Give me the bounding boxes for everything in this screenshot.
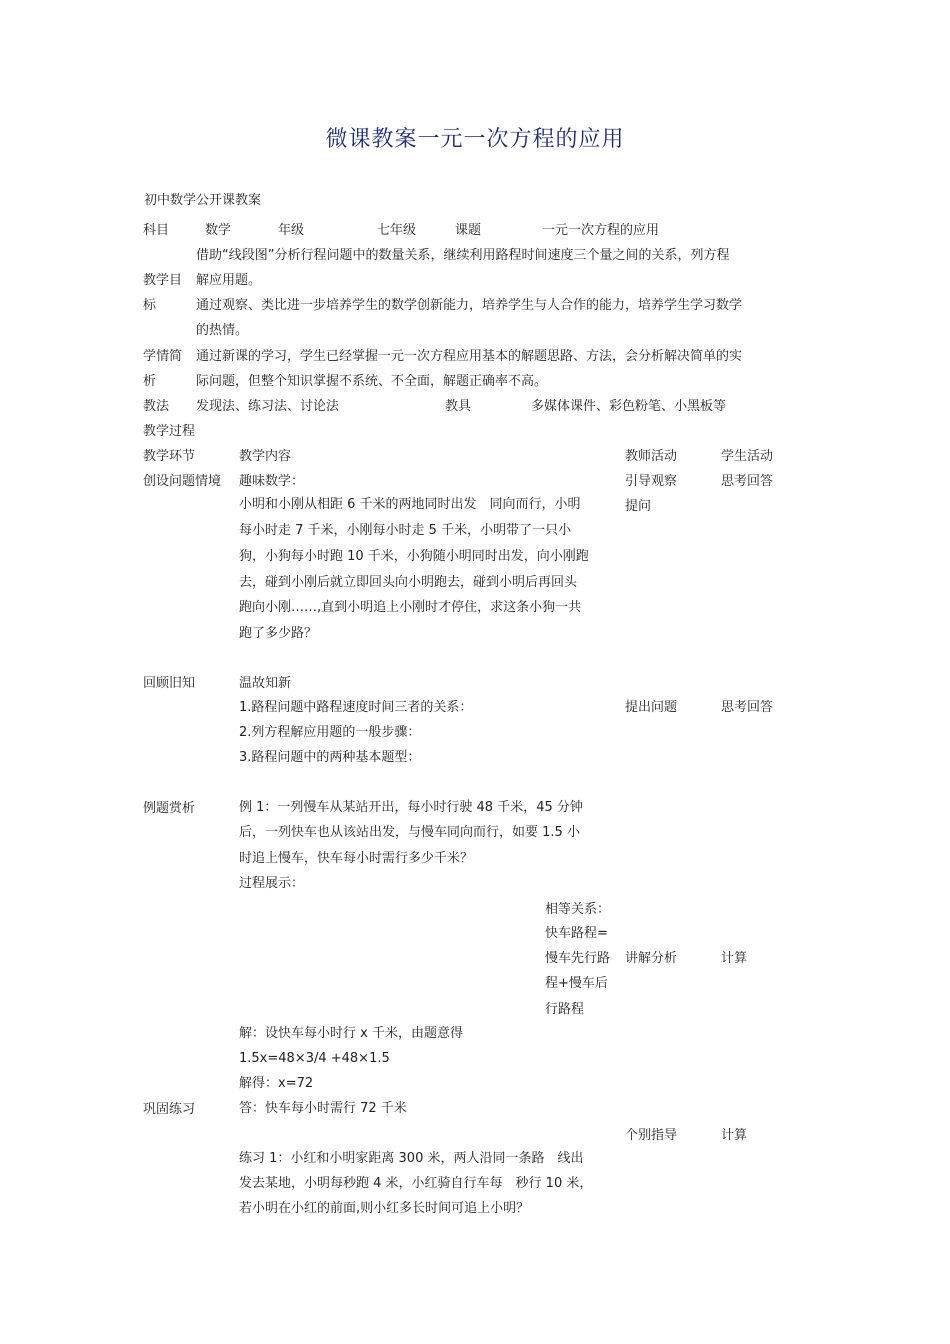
stage1-heading: 趣味数学： (239, 474, 305, 489)
tools-value: 多媒体课件、彩色粉笔、小黑板等 (531, 399, 727, 414)
relation-line: 快车路程= (545, 926, 608, 941)
stage2-line: 1.路程问题中路程速度时间三者的关系： (239, 700, 473, 715)
relation-line: 程+慢车后 (545, 976, 608, 991)
topic-value: 一元一次方程的应用 (542, 223, 660, 238)
analysis-label-line1: 学情简 (143, 349, 183, 364)
methods-value: 发现法、练习法、讨论法 (196, 399, 340, 414)
stage1-teacher-line2: 提问 (625, 499, 652, 514)
solution-line: 解得：x=72 (239, 1076, 314, 1091)
methods-label: 教法 (143, 399, 170, 414)
stage4-teacher: 个别指导 (625, 1128, 678, 1143)
grade-label: 年级 (278, 223, 305, 238)
header-content: 教学内容 (239, 449, 292, 464)
stage1-student: 思考回答 (721, 474, 774, 489)
stage1-line: 小明和小刚从相距 6 千米的两地同时出发 同向而行，小明 (239, 497, 581, 512)
grade-value: 七年级 (377, 223, 417, 238)
stage4-line: 练习 1：小红和小明家距离 300 米，两人沿同一条路 线出 (239, 1151, 584, 1166)
stage2-heading: 温故知新 (239, 676, 292, 691)
stage2-teacher: 提出问题 (625, 700, 678, 715)
tools-label: 教具 (445, 399, 472, 414)
goals-label-line1: 教学目 (143, 273, 183, 288)
solution-line: 答：快车每小时需行 72 千米 (239, 1101, 407, 1116)
goals-line: 解应用题。 (196, 273, 262, 288)
stage3-line: 过程展示： (239, 876, 305, 891)
relation-line: 慢车先行路 (545, 951, 611, 966)
stage4-line: 发去某地，小明每秒跑 4 米，小红骑自行车每 秒行 10 米， (239, 1176, 593, 1191)
stage1-line: 每小时走 7 千米，小刚每小时走 5 千米，小明带了一只小 (239, 523, 572, 538)
stage4-student: 计算 (721, 1128, 748, 1143)
header-teacher: 教师活动 (625, 449, 678, 464)
stage1-line: 跑了多少路？ (239, 626, 318, 641)
goals-line: 的热情。 (196, 323, 249, 338)
stage1-line: 跑向小刚……,直到小明追上小刚时才停住，求这条小狗一共 (239, 600, 582, 615)
solution-line: 1.5x=48×3/4 +48×1.5 (239, 1051, 390, 1066)
goals-line: 借助“线段图”分析行程问题中的数量关系，继续利用路程时间速度三个量之间的关系，列方程 (196, 248, 730, 263)
stage1-line: 狗，小狗每小时跑 10 千米，小狗随小明同时出发，向小刚跑 (239, 549, 589, 564)
stage4-line: 若小明在小红的前面,则小红多长时间可追上小明？ (239, 1201, 530, 1216)
topic-label: 课题 (455, 223, 482, 238)
stage4-name: 巩固练习 (143, 1102, 196, 1117)
stage2-name: 回顾旧知 (143, 676, 196, 691)
goals-label-line2: 标 (143, 298, 157, 313)
page-title: 微课教案一元一次方程的应用 (325, 127, 625, 152)
header-student: 学生活动 (721, 449, 774, 464)
stage2-line: 3.路程问题中的两种基本题型： (239, 750, 421, 765)
subject-value: 数学 (205, 223, 232, 238)
stage3-name: 例题赏析 (143, 801, 196, 816)
header-stage: 教学环节 (143, 449, 196, 464)
relation-line: 行路程 (545, 1002, 585, 1017)
subject-label: 科目 (143, 223, 170, 238)
analysis-label-line2: 析 (143, 374, 157, 389)
stage2-student: 思考回答 (721, 700, 774, 715)
stage1-teacher-line1: 引导观察 (625, 474, 678, 489)
analysis-line: 际问题，但整个知识掌握不系统、不全面，解题正确率不高。 (196, 374, 548, 389)
stage3-line: 例 1：一列慢车从某站开出，每小时行驶 48 千米，45 分钟 (239, 800, 583, 815)
stage1-line: 去，碰到小刚后就立即回头向小明跑去，碰到小明后再回头 (239, 575, 578, 590)
process-label: 教学过程 (143, 424, 196, 439)
stage1-name: 创设问题情境 (143, 474, 222, 489)
solution-line: 解：设快车每小时行 x 千米，由题意得 (239, 1026, 463, 1041)
stage3-student: 计算 (721, 951, 748, 966)
stage3-line: 后，一列快车也从该站出发，与慢车同向而行，如要 1.5 小 (239, 825, 580, 840)
goals-line: 通过观察、类比进一步培养学生的数学创新能力，培养学生与人合作的能力，培养学生学习数学 (196, 298, 743, 313)
stage3-teacher: 讲解分析 (625, 951, 678, 966)
document-subtitle: 初中数学公开课教案 (144, 193, 262, 208)
stage3-line: 时追上慢车，快车每小时需行多少千米？ (239, 851, 474, 866)
analysis-line: 通过新课的学习，学生已经掌握一元一次方程应用基本的解题思路、方法，会分析解决简单的实 (196, 349, 743, 364)
stage2-line: 2.列方程解应用题的一般步骤： (239, 725, 421, 740)
relation-line: 相等关系： (545, 902, 611, 917)
